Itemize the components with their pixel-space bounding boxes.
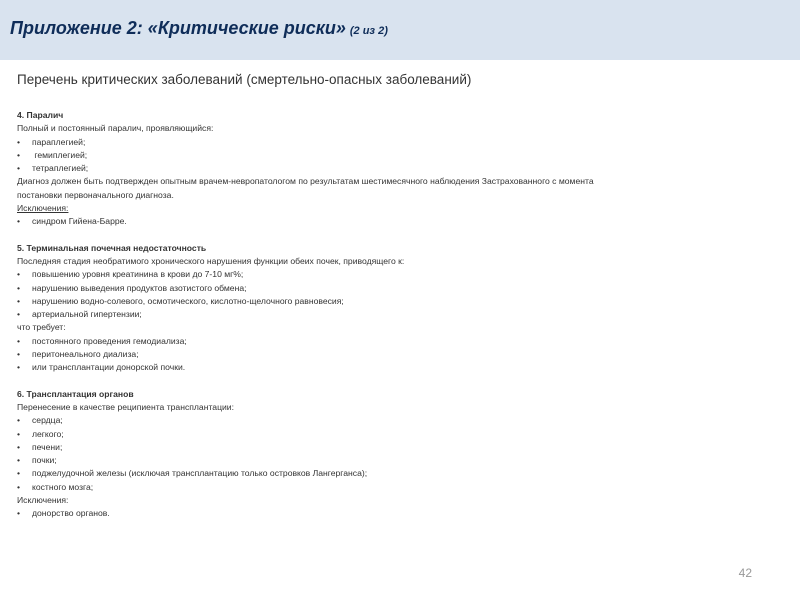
list-item-text: нарушению водно-солевого, осмотического, кислотно-щелочного равновесия;	[32, 295, 344, 306]
paragraph-line: Диагноз должен быть подтвержден опытным врачем-невропатологом по результатам шестимесячного наблюдения Застрахованного с момента	[17, 176, 594, 187]
bullet: •	[17, 362, 21, 373]
list-item	[17, 335, 777, 348]
list-item-text: нарушению выведения продуктов азотистого обмена;	[32, 282, 247, 293]
list-item-text: тетраплегией;	[32, 163, 89, 174]
list-item	[17, 454, 777, 467]
list-item	[17, 268, 777, 281]
bullet: •	[17, 468, 21, 479]
list-item	[17, 308, 777, 321]
section-renal-failure	[17, 242, 777, 375]
list-item-text: артериальной гипертензии;	[32, 309, 142, 320]
list-item	[17, 215, 777, 228]
section-paralysis	[17, 109, 777, 229]
list-item-text: печени;	[32, 441, 63, 452]
header-band	[0, 0, 800, 60]
list-item-text: гемиплегией;	[32, 149, 88, 160]
list-item	[17, 348, 777, 361]
list-item	[17, 361, 777, 374]
list-item-text: синдром Гийена-Барре.	[32, 216, 127, 227]
bullet: •	[17, 136, 21, 147]
list-item	[17, 441, 777, 454]
page-number: 42	[738, 566, 752, 580]
section-intro: Перенесение в качестве реципиента трансплантации:	[17, 401, 234, 412]
list-item-text: почки;	[32, 455, 57, 466]
list-item-text: параплегией;	[32, 136, 86, 147]
requires-label: что требует:	[17, 322, 66, 333]
list-item	[17, 295, 777, 308]
list-item	[17, 136, 777, 149]
bullet: •	[17, 309, 21, 320]
bullet: •	[17, 428, 21, 439]
list-item	[17, 149, 777, 162]
bullet: •	[17, 295, 21, 306]
bullet: •	[17, 269, 21, 280]
bullet: •	[17, 216, 21, 227]
section-heading: 4. Паралич	[17, 110, 64, 120]
list-item-text: поджелудочной железы (исключая трансплантацию только островков Лангерганса);	[32, 468, 368, 479]
section-organ-transplant	[17, 388, 777, 521]
section-intro: Полный и постоянный паралич, проявляющийся:	[17, 123, 214, 134]
subtitle: Перечень критических заболеваний (смертельно-опасных заболеваний)	[17, 72, 472, 87]
list-item-text: постоянного проведения гемодиализа;	[32, 335, 187, 346]
section-intro: Последняя стадия необратимого хронического нарушения функции обеих почек, приводящего к:	[17, 255, 405, 266]
list-item	[17, 481, 777, 494]
bullet: •	[17, 508, 21, 519]
bullet: •	[17, 282, 21, 293]
list-item	[17, 162, 777, 175]
list-item	[17, 467, 777, 480]
list-item-text: костного мозга;	[32, 481, 94, 492]
bullet: •	[17, 149, 21, 160]
list-item-text: перитонеального диализа;	[32, 349, 139, 360]
list-item-text: сердца;	[32, 415, 63, 426]
list-item	[17, 282, 777, 295]
section-heading: 5. Терминальная почечная недостаточность	[17, 242, 207, 253]
list-item-text: повышению уровня креатинина в крови до 7-10 мг%;	[32, 269, 244, 280]
bullet: •	[17, 441, 21, 452]
section-heading: 6. Трансплантация органов	[17, 388, 134, 399]
title-suffix: (2 из 2)	[349, 25, 388, 37]
list-item	[17, 507, 777, 520]
paragraph-line: постановки первоначального диагноза.	[17, 189, 174, 200]
title-main: Приложение 2: «Критические риски»	[10, 18, 346, 38]
bullet: •	[17, 335, 21, 346]
exclusions-label: Исключения:	[17, 203, 69, 214]
exclusions-label: Исключения:	[17, 495, 69, 506]
page-title	[10, 18, 388, 39]
bullet: •	[17, 481, 21, 492]
bullet: •	[17, 163, 21, 174]
list-item-text: легкого;	[32, 428, 64, 439]
content	[17, 72, 777, 521]
list-item-text: или трансплантации донорской почки.	[32, 362, 186, 373]
list-item	[17, 428, 777, 441]
list-item	[17, 414, 777, 427]
list-item-text: донорство органов.	[32, 508, 110, 519]
bullet: •	[17, 455, 21, 466]
bullet: •	[17, 415, 21, 426]
bullet: •	[17, 349, 21, 360]
